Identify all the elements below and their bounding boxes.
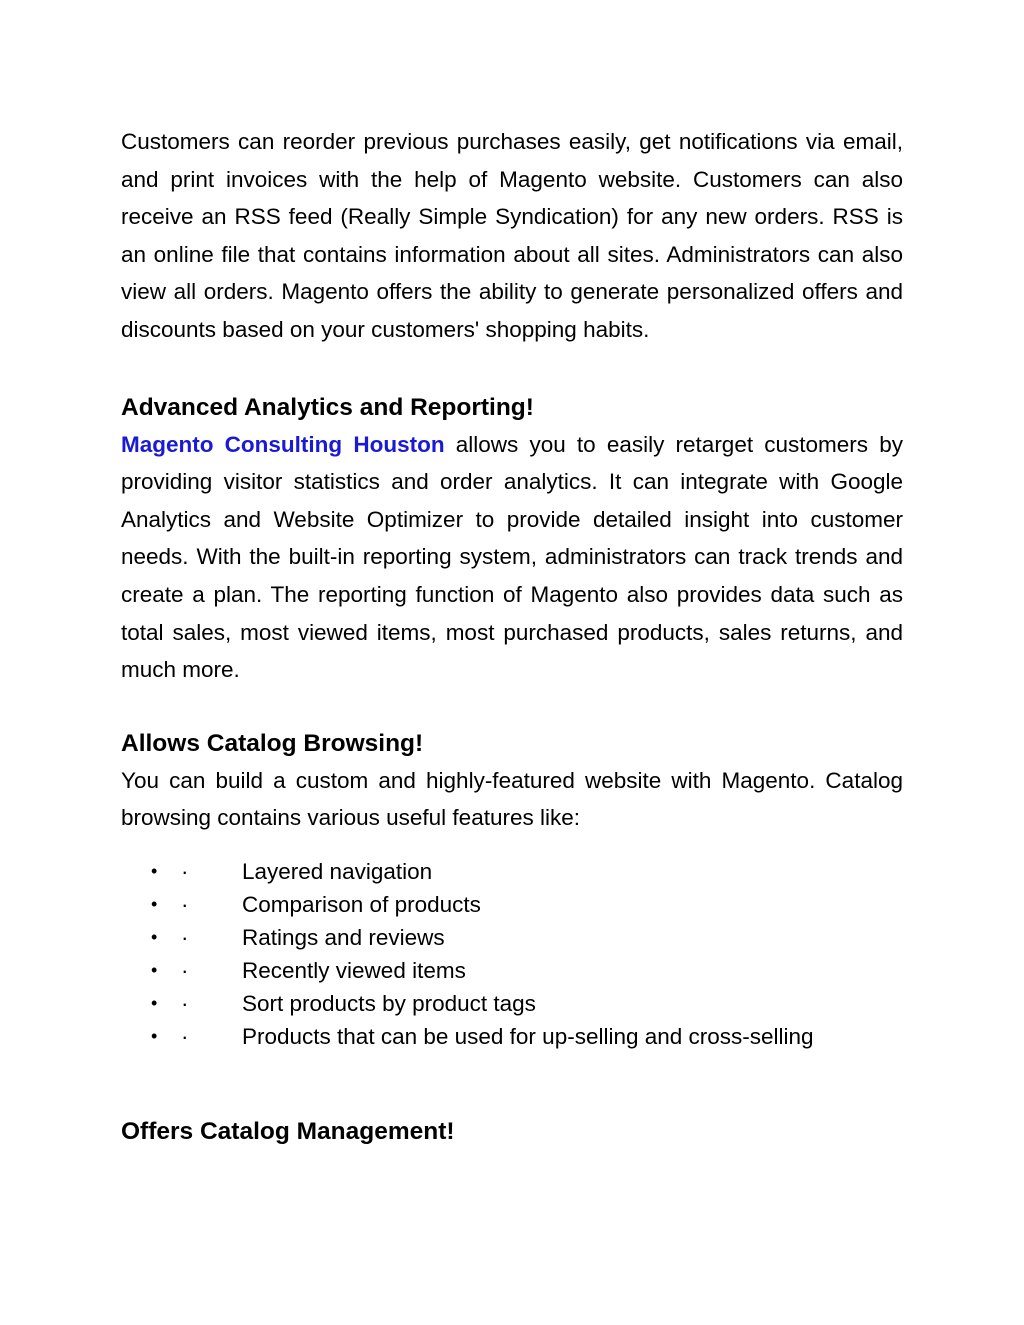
- document-page: [121, 123, 903, 1150]
- middle-dot-icon: ·: [181, 957, 189, 983]
- bullet-icon: •: [151, 959, 158, 980]
- bullet-icon: •: [151, 1025, 158, 1046]
- feature-label: Ratings and reviews: [242, 924, 445, 950]
- list-item: [121, 987, 903, 1020]
- feature-label: Products that can be used for up-selling and cross-selling: [242, 1023, 814, 1049]
- browsing-heading: Allows Catalog Browsing!: [121, 729, 424, 757]
- feature-label: Sort products by product tags: [242, 990, 536, 1016]
- list-item: [121, 888, 903, 921]
- list-item: [121, 954, 903, 987]
- middle-dot-icon: ·: [181, 1023, 189, 1049]
- analytics-paragraph: [121, 426, 903, 689]
- bullet-icon: •: [151, 992, 158, 1013]
- middle-dot-icon: ·: [181, 990, 189, 1016]
- list-item: [121, 855, 903, 888]
- list-item: [121, 1020, 903, 1053]
- feature-label: Layered navigation: [242, 858, 433, 884]
- feature-label: Recently viewed items: [242, 957, 466, 983]
- analytics-heading: Advanced Analytics and Reporting!: [121, 393, 534, 421]
- bullet-icon: •: [151, 893, 158, 914]
- feature-list: [121, 855, 903, 1053]
- middle-dot-icon: ·: [181, 858, 189, 884]
- middle-dot-icon: ·: [181, 891, 189, 917]
- bullet-icon: •: [151, 926, 158, 947]
- browsing-paragraph: You can build a custom and highly-featured website with Magento. Catalog browsing contains various useful features like:: [121, 767, 903, 831]
- list-item: [121, 921, 903, 954]
- catalog-management-heading: Offers Catalog Management!: [121, 1117, 455, 1145]
- bullet-icon: •: [151, 860, 158, 881]
- middle-dot-icon: ·: [181, 924, 189, 950]
- feature-label: Comparison of products: [242, 891, 481, 917]
- analytics-body-text: allows you to easily retarget customers by providing visitor statistics and order analytics. It can integrate with Google Analytics and Website Optimizer to provide detailed insight into customer needs. With the built-in reporting system, administrators can track trends and create a plan. The reporting function of Magento also provides data such as total sales, most viewed items, most purchased products, sales returns, and much more.: [121, 431, 903, 683]
- intro-paragraph: Customers can reorder previous purchases easily, get notifications via email, and print invoices with the help of Magento website. Customers can also receive an RSS feed (Really Simple Syndication) for any new orders. RSS is an online file that contains information about all sites. Administrators can also view all orders. Magento offers the ability to generate personalized offers and discounts based on your customers' shopping habits.: [121, 129, 903, 342]
- magento-consulting-link[interactable]: Magento Consulting Houston: [121, 431, 445, 457]
